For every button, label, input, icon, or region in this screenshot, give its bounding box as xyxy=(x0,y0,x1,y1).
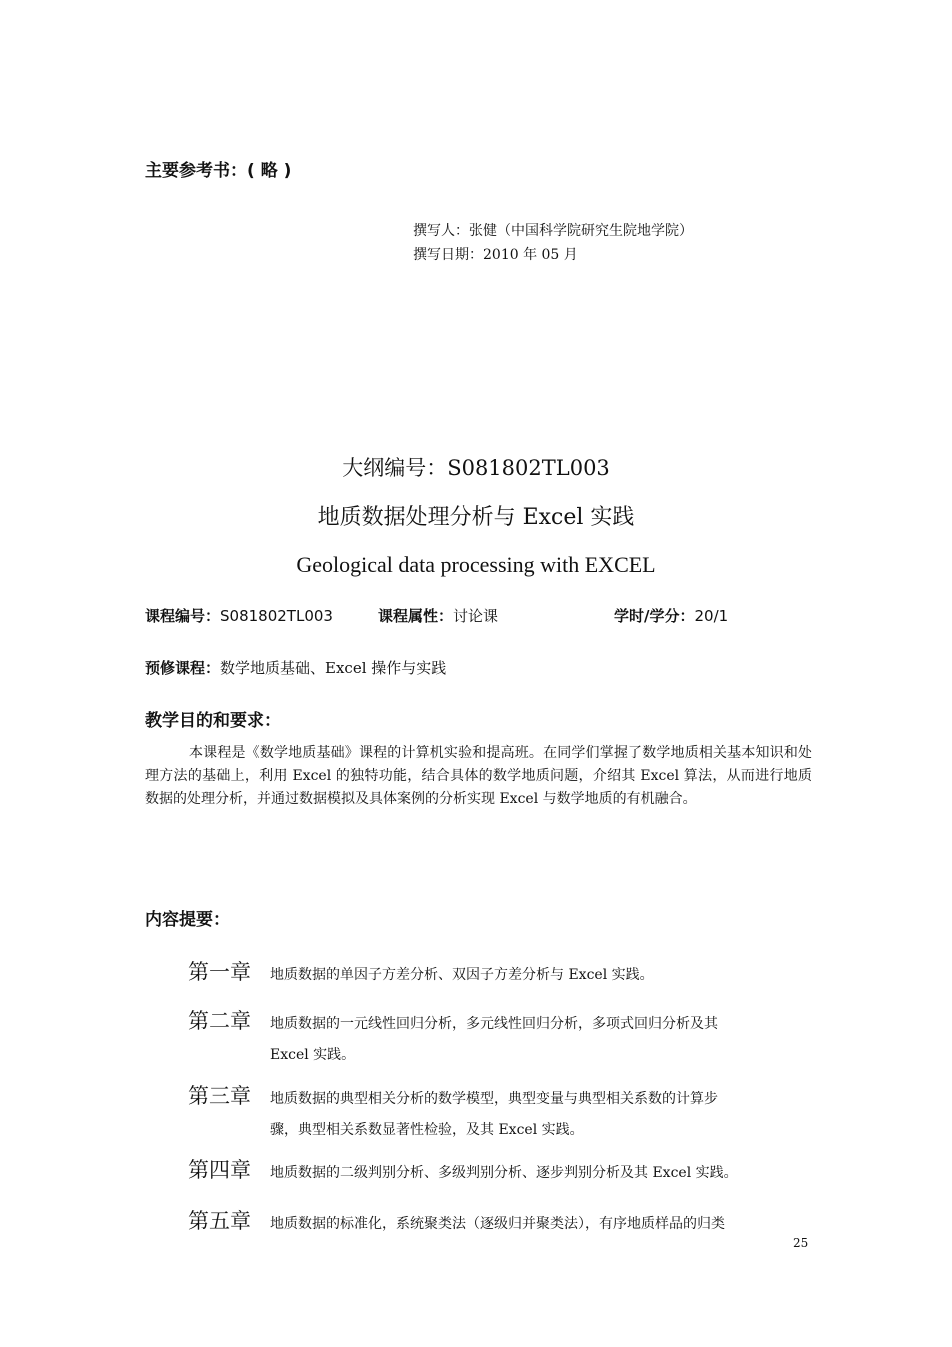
content-summary-heading: 内容提要： xyxy=(145,910,230,930)
chapter-text-line: 地质数据的一元线性回归分析，多元线性回归分析，多项式回归分析及其 xyxy=(270,1016,718,1032)
course-attribute-label: 课程属性： xyxy=(378,607,454,625)
chapter-label: 第一章 xyxy=(188,960,251,984)
chapter-description xyxy=(270,1158,818,1189)
chapter-text-line: Excel 实践。 xyxy=(270,1047,356,1063)
chapter-label: 第四章 xyxy=(188,1158,251,1182)
course-hours-label: 学时/学分： xyxy=(614,607,695,625)
reference-books-heading: 主要参考书：( 略 ) xyxy=(145,161,292,181)
date-line: 撰写日期：2010 年 05 月 xyxy=(413,247,578,263)
author-line: 撰写人：张健（中国科学院研究生院地学院） xyxy=(413,223,693,239)
prerequisite-value: 数学地质基础、Excel 操作与实践 xyxy=(220,659,447,677)
course-hours-value: 20/1 xyxy=(694,607,729,625)
chapter-text-line: 地质数据的单因子方差分析、双因子方差分析与 Excel 实践。 xyxy=(270,967,654,983)
syllabus-number: 大纲编号：S081802TL003 xyxy=(342,456,610,480)
page-number: 25 xyxy=(793,1236,809,1250)
chapter-text-line: 地质数据的典型相关分析的数学模型，典型变量与典型相关系数的计算步 xyxy=(270,1091,718,1107)
chapter-text-line: 地质数据的标准化，系统聚类法（逐级归并聚类法），有序地质样品的归类 xyxy=(270,1216,725,1232)
course-number-value: S081802TL003 xyxy=(220,607,333,625)
course-hours xyxy=(614,605,728,626)
course-title-chinese: 地质数据处理分析与 Excel 实践 xyxy=(317,505,635,530)
chapter-text-line: 骤，典型相关系数显著性检验，及其 Excel 实践。 xyxy=(270,1122,584,1138)
course-attribute-value: 讨论课 xyxy=(453,607,499,625)
course-attribute xyxy=(378,605,498,626)
chapter-description xyxy=(270,1084,818,1146)
prerequisite-label: 预修课程： xyxy=(145,659,221,677)
chapter-label: 第五章 xyxy=(188,1209,251,1233)
chapter-description xyxy=(270,1209,818,1240)
teaching-goals-paragraph: 本课程是《数学地质基础》课程的计算机实验和提高班。在同学们掌握了数学地质相关基本知识和处理方法的基础上，利用 Excel 的独特功能，结合具体的数学地质问题，介绍其 Excel 算法，从而进行地质数据的处理分析，并通过数据模拟及具体案例的分析实现 Excel 与数学地质的有机融合。 xyxy=(145,745,812,807)
chapter-description xyxy=(270,1009,818,1071)
course-number xyxy=(145,605,333,626)
chapter-text-line: 地质数据的二级判别分析、多级判别分析、逐步判别分析及其 Excel 实践。 xyxy=(270,1165,738,1181)
chapter-label: 第二章 xyxy=(188,1009,251,1033)
course-title-english: Geological data processing with EXCEL xyxy=(296,552,656,577)
prerequisite-courses xyxy=(145,657,446,678)
chapter-description xyxy=(270,960,818,991)
course-number-label: 课程编号： xyxy=(145,607,221,625)
chapter-label: 第三章 xyxy=(188,1084,251,1108)
teaching-goals-heading: 教学目的和要求： xyxy=(145,711,281,731)
